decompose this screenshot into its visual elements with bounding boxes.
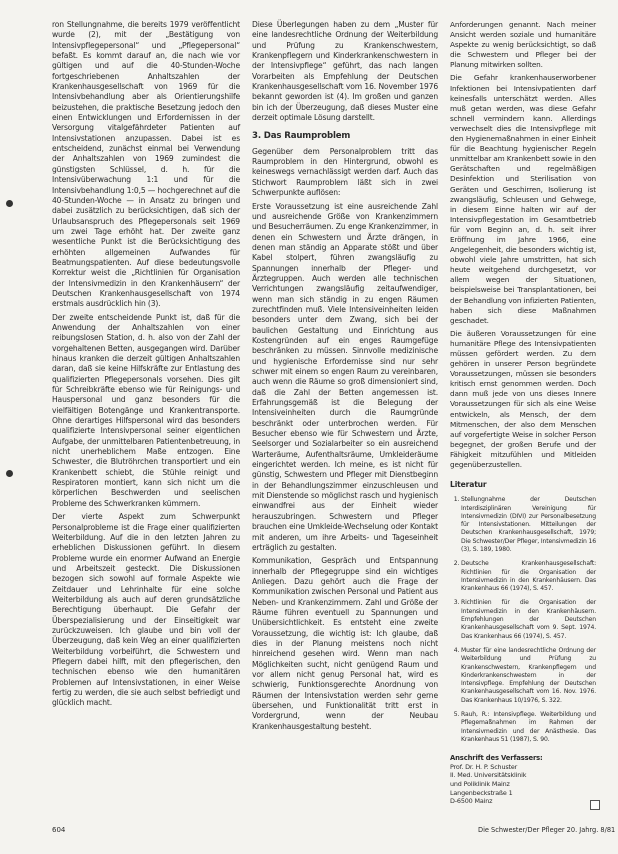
literature-list: [450, 496, 596, 744]
end-mark-icon: [590, 800, 600, 810]
paragraph: Anforderungen genannt. Nach meiner Ansicht werden soziale und humanitäre Aspekte zu wenig berücksichtigt, so daß die Schwestern und Pfleger bei der Planung mitwirken sollten.: [450, 20, 596, 70]
literature-item: 1. Stellungnahme der Deutschen Interdisziplinären Vereinigung für Intensivmedizin (DIVI) zur Personalbesetzung für Intensivstationen. Mitteilungen der Deutschen Krankenhausgesellschaft, 1979; Die Schwester/Der Pfleger, Intensivmedizin 16 (3), S. 189, 1980.: [461, 496, 596, 554]
paragraph: Die äußeren Voraussetzungen für eine humanitäre Pflege des Intensivpatienten müssen gefördert werden. Zu dem gehören in unserer Person begründete Voraussetzungen, müssen sie besonders kritisch ernst genommen werden. Doch dann muß jede von uns dieses Innere Voraussetzungen für sich als eine Weise entwickeln, als Mensch, der dem Mitmenschen, der also dem Menschen auf vorgefertigte Weise in solcher Person begegnet, der großen Berufe und der Fähigkeit mitzufühlen und Mitleiden gegenüberzustellen.: [450, 328, 596, 470]
text-column-left: [52, 20, 240, 709]
literature-item: 3. Richtlinien für die Organisation der Intensivmedizin in den Krankenhäusern. Empfehlungen der Deutschen Krankenhausgesellschaft vom 9. Sept. 1974. Das Krankenhaus 66 (1974), S. 457.: [461, 599, 596, 640]
paragraph: Diese Überlegungen haben zu dem „Muster für eine landesrechtliche Ordnung der Weiterbildung und Prüfung zu Krankenschwestern, Krankenpflegern und Kinderkrankenschwestern in der Intensivpflege“ geführt, das nach langen Vorarbeiten als Empfehlung der Deutschen Krankenhausgesellschaft vom 16. November 1976 bekannt geworden ist (4). Im großen und ganzen bin ich der Überzeugung, daß dieses Muster eine derzeit optimale Lösung darstellt.: [252, 20, 438, 123]
author-line: II. Med. Universitätsklinik: [450, 771, 527, 780]
paragraph: Erste Voraussetzung ist eine ausreichende Zahl und ausreichende Größe von Krankenzimmern und Besucherräumen. Zu enge Krankenzimmer, in denen ein Schwestern und Ärzte drängen, in denen man ständig an Apparate stößt und über Kabel stolpert, führen zwangsläufig zu Spannungen innerhalb der Pfleger- und Ärztegruppen. Auch werden alle technischen Verrichtungen zwangsläufig zeitaufwendiger, wenn man sich ständig in zu engen Räumen zurechtfinden muß. Viele Intensiveinheiten leiden besonders unter dem Zwang, sich bei der baulichen Gestaltung und Einrichtung aus Kostengründen auf ein enges Raumgefüge beschränken zu müssen. Sinnvolle medizinische und hygienische Erfordernisse sind nur sehr schwer mit einem so engen Raum zu vereinbaren, auch wenn die Räume so groß dimensioniert sind, daß die Zahl der Betten angemessen ist. Erfahrungsgemäß ist die Belegung der Intensiveinheiten durch die Raumgründe beschränkt oder unterbrochen werden. Für Besucher ebenso wie für Schwestern und Ärzte, Seelsorger und Sozialarbeiter so ein ausreichend Warteräume, Aufenthaltsräume, Umkleideräume eingerichtet werden. Ich meine, es ist nicht für günstig, Schwestern und Pfleger mit Dienstbeginn in der Behandlungszimmer einzuschleusen und mit Dienstende so möglichst rasch und hygienisch einwandfrei aus der Einheit wieder herauszubringen. Schwestern und Pfleger brauchen eine Umkleide-Wechselung oder Kontakt mit anderen, um ihre Arbeits- und Tageseinheit erträglich zu gestalten.: [252, 201, 438, 552]
literature-item: 2. Deutsche Krankenhausgesellschaft: Richtlinien für die Organisation der Intensivmedizin in den Krankenhäusern. Das Krankenhaus 66 (1974), S. 457.: [461, 560, 596, 593]
author-address: [450, 754, 596, 806]
literature-item: 5. Rauh, R.: Intensivpflege. Weiterbildung und Pflegemaßnahmen im Rahmen der Intensivmedizin und der Anästhesie. Das Krankenhaus 51 (1987), S. 90.: [461, 711, 596, 744]
author-address-heading: Anschrift des Verfassers:: [450, 754, 543, 763]
paragraph: Der vierte Aspekt zum Schwerpunkt Personalprobleme ist die Frage einer qualifizierten Weiterbildung. Auf die in den letzten Jahren zu erheblichen Diskussionen geführt. In diesem Probleme wurde ein enormer Aufwand an Energie und Arbeitszeit gesteckt. Die Diskussionen bezogen sich sowohl auf formale Aspekte wie Zeitdauer und Lehrinhalte für eine solche Weiterbildung als auch auf deren grundsätzliche Berechtigung überhaupt. Die Gefahr der Überspezialisierung und der Einseitigkeit war zurückzuweisen. Ich glaube und bin voll der Überzeugung, daß kein Weg an einer qualifizierten Weiterbildung vorbeiführt, die Schwestern und Pflegern dabei hilft, mit den pflegerischen, den technischen ebenso wie den humanitären Problemen auf Intensivstationen, in einer Weise fertig zu werden, die sie auch selbst befriedigt und glücklich macht.: [52, 512, 240, 708]
text-column-middle: [252, 20, 438, 732]
literature-heading: Literatur: [450, 480, 487, 490]
author-line: und Poliklinik Mainz: [450, 780, 510, 789]
paragraph: ron Stellungnahme, die bereits 1979 veröffentlicht wurde (2), mit der „Bestätigung von Intensivpflegepersonal“ und „Pflegepersonal“ befaßt. Es kommt darauf an, die nach wie vor gültigen und auf die 40-Stunden-Woche fortgeschriebenen Anhaltszahlen der Krankenhausgesellschaft von 1969 für die Intensivbehandlung aber als Orientierungshilfe beizustehen, die praktische Besetzung jedoch den einen Entwicklungen und Erfordernissen in der Versorgung vitalgefährdeter Patienten auf Intensivstationen anzupassen. Dabei ist es entscheidend, zunächst einmal bei Verwendung der Anhaltszahlen von 1969 zumindest die günstigsten Schlüssel, d. h. für die Intensivüberwachung 1:1 und für die Intensivbehandlung 1:0,5 — hochgerechnet auf die 40-Stunden-Woche — in Ansatz zu bringen und dabei zusätzlich zu berücksichtigen, daß sich der Urlaubsanspruch des Pflegepersonals seit 1969 um zwei Tage erhöht hat. Der zweite ganz wesentliche Punkt ist die Berücksichtigung des erhöhten allgemeinen Aufwandes für Beatmungspatienten. Auf diese bedeutungsvolle Korrektur weist die „Richtlinien für Organisation der Intensivmedizin in den Krankenhäusern“ der Deutschen Krankenhausgesellschaft von 1974 erstmals ausdrücklich hin (3).: [52, 20, 240, 309]
page-number: 604: [52, 826, 66, 834]
paragraph: Gegenüber dem Personalproblem tritt das Raumproblem in den Hintergrund, obwohl es keineswegs vernachlässigt werden darf. Auch das Stichwort Raumproblem läßt sich in zwei Schwerpunkte auflösen:: [252, 146, 438, 198]
author-line: D-6500 Mainz: [450, 797, 493, 806]
author-line: Prof. Dr. H. P. Schuster: [450, 762, 518, 771]
paragraph: Die Gefahr krankenhauserworbener Infektionen bei Intensivpatienten darf keinesfalls unterschätzt werden. Alles muß getan werden, was diese Gefahr schnell vermindern kann. Allerdings verwechselt dies die Intensivpflege mit den Hygienemaßnahmen in einer Einheit für die Beachtung hygienischer Regeln unmittelbar am Krankenbett sowie in den Gerätschaften und regelmäßigen Desinfektion und Sterilisation von Geräten und Geschirren, Isolierung ist zwangsläufig, Schleusen und Gehwege, in diesem Einne halten wir auf der Intensivpflegestation im Gesamtbetrieb für vom Beginn an, d. h. seit ihrer Eröffnung im Jahre 1966, eine Angelegenheit, die besonders wichtig ist, obwohl viele Jahre umstritten, hat sich heute weitgehend durchgesetzt, vor allem wegen der Situationen, beispielsweise bei Transplantationen, bei der Behandlung von infizierten Patienten, haben sich diese Maßnahmen geschadet.: [450, 73, 597, 325]
literature-item: 4. Muster für eine landesrechtliche Ordnung der Weiterbildung und Prüfung zu Krankenschwestern, Krankenpflegern und Kinderkrankenschwestern in der Intensivpflege. Empfehlung der Deutschen Krankenhausgesellschaft vom 16. Nov. 1976. Das Krankenhaus 10/1976, S. 322.: [461, 647, 596, 705]
paragraph: Der zweite entscheidende Punkt ist, daß für die Anwendung der Anhaltszahlen von einer reibungslosen Station, d. h. also von der Zahl der vorgehaltenen Betten, ausgegangen wird. Darüber hinaus kranken die derzeit gültigen Anhaltszahlen daran, daß sie keine Hilfskräfte zur Entlastung des qualifizierten Pflegepersonals vorsehen. Dies gilt für Schreibkräfte ebenso wie für Reinigungs- und Hauspersonal und ganz besonders für die vielfältigen Botengänge und Krankentransporte. Ohne derartiges Hilfspersonal wird das besonders qualifizierte Intensivpersonal seiner eigentlichen Aufgabe, der unmittelbaren Patientenbetreuung, in nicht unerheblichem Maße entzogen. Eine Schwester, die Blutröhrchen transportiert und ein Krankenbett schiebt, die Stühle reinigt und Respiratoren montiert, kann sich nicht um die körperlichen Beschwerden und seelischen Probleme des Schwerkranken kümmern.: [52, 312, 240, 508]
punch-hole-bottom: [6, 470, 13, 477]
text-column-right: [450, 20, 596, 806]
author-line: Langenbeckstraße 1: [450, 788, 513, 797]
punch-hole-top: [6, 200, 13, 207]
section-heading: 3. Das Raumproblem: [252, 131, 351, 142]
literature-section: [450, 480, 596, 744]
paragraph: Kommunikation, Gespräch und Entspannung innerhalb der Pflegegruppe sind ein wichtiges Anliegen. Dazu gehört auch die Frage der Kommunikation zwischen Personal und Patient aus Neben- und Krankenzimmern. Zahl und Größe der Räume führen eventuell zu Spannungen und Unübersichtlichkeit. Es entsteht eine zweite Voraussetzung, die wichtig ist: Ich glaube, daß dies in der Planung meistens noch nicht hinreichend gesehen wird. Wenn man nach Möglichkeiten sucht, nicht genügend Raum und vor allem nicht genug Personal hat, wird es schwierig, Funktionsgerechte Anordnung von Räumen der Intensivstation werden sehr gerne übersehen, und Funktionalität tritt erst in Vordergrund, wenn der Neubau Krankenhausgestaltung besteht.: [252, 556, 438, 731]
journal-footer: Die Schwester/Der Pfleger 20. Jahrg. 8/81: [478, 826, 616, 834]
